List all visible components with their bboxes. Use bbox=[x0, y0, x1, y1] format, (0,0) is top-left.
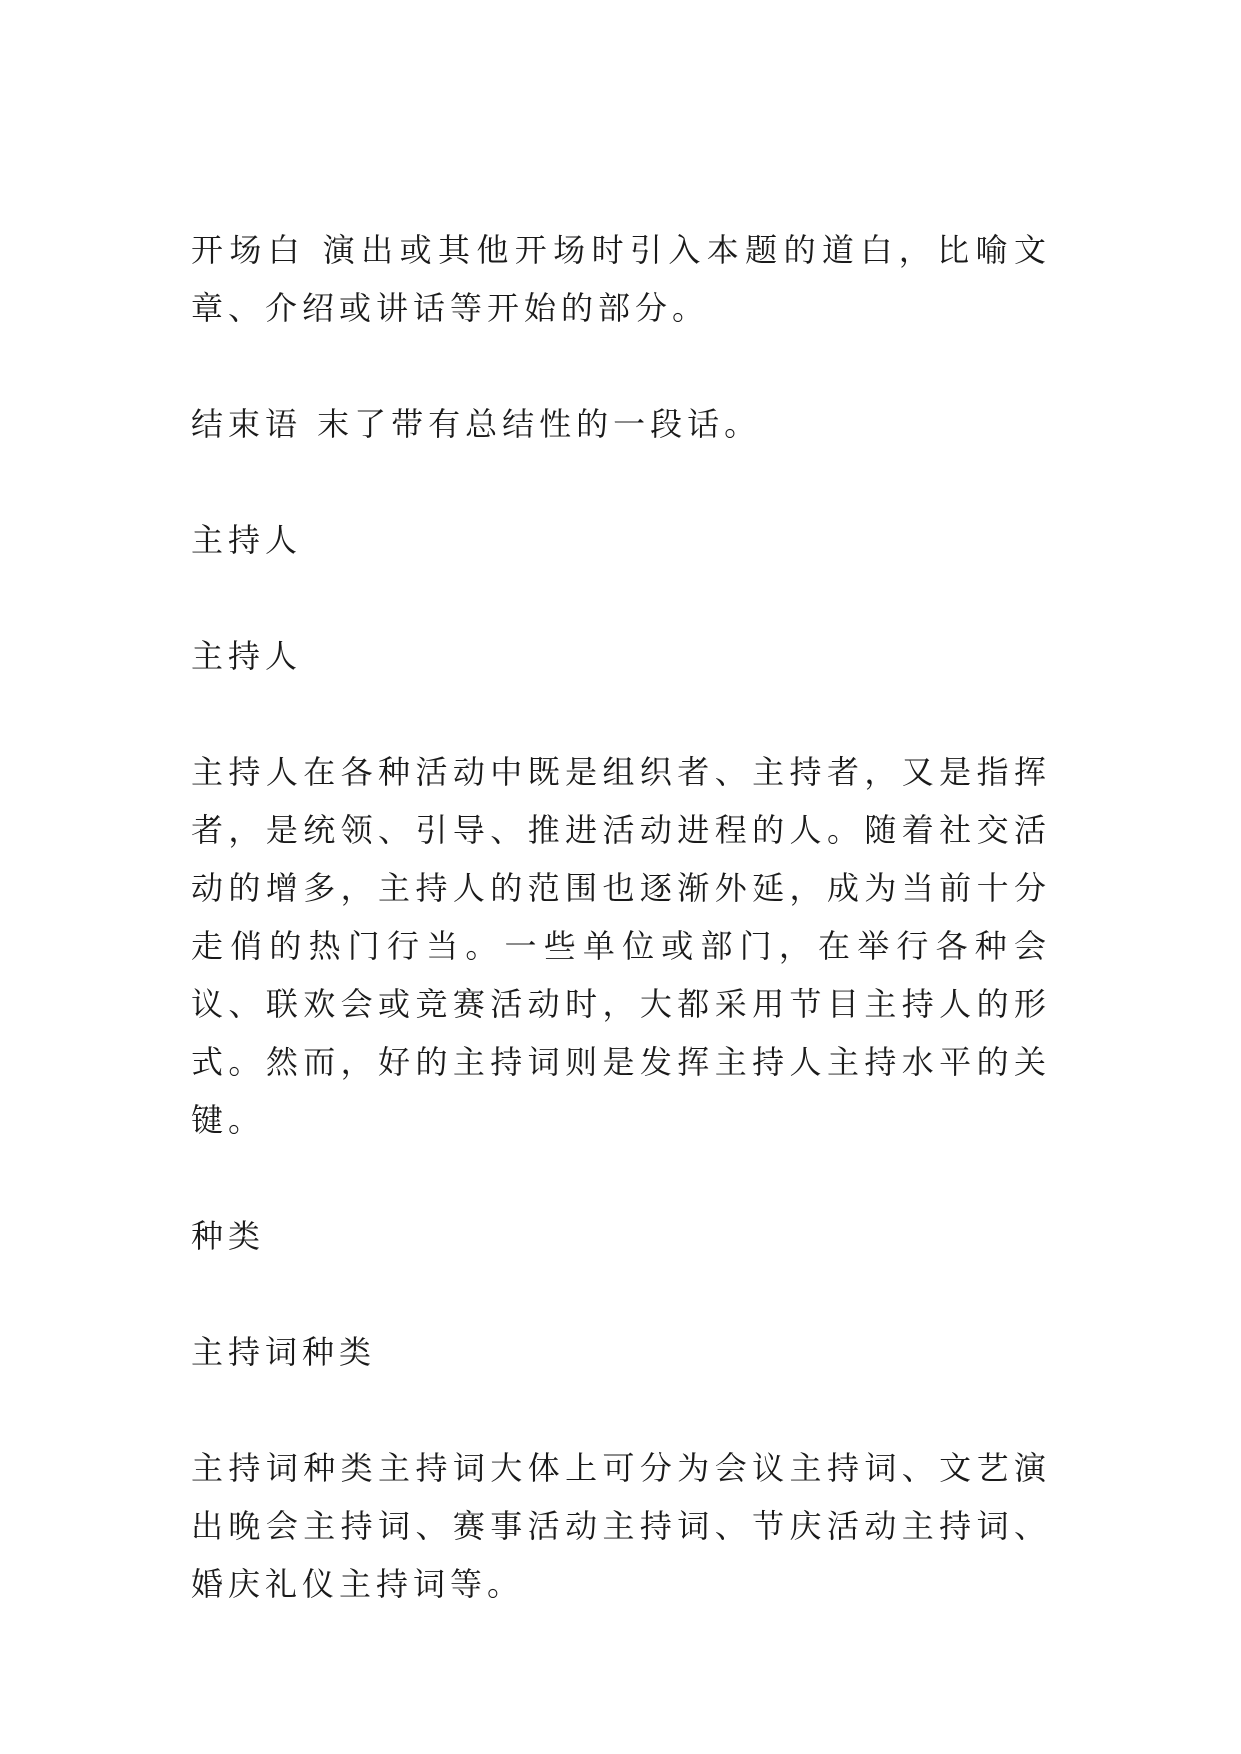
paragraph-opening-remarks: 开场白 演出或其他开场时引入本题的道白，比喻文章、介绍或讲话等开始的部分。 bbox=[191, 231, 1051, 327]
paragraph-host-heading: 主持人 bbox=[191, 521, 303, 559]
paragraph-script-types-description: 主持词种类主持词大体上可分为会议主持词、文艺演出晚会主持词、赛事活动主持词、节庆活动主持词、婚庆礼仪主持词等。 bbox=[191, 1449, 1051, 1603]
paragraph-types-heading: 种类 bbox=[191, 1217, 266, 1255]
paragraph-closing-remarks: 结束语 末了带有总结性的一段话。 bbox=[191, 405, 762, 443]
paragraph-host-subheading: 主持人 bbox=[191, 637, 303, 675]
paragraph-script-types-heading: 主持词种类 bbox=[191, 1333, 377, 1371]
document-body bbox=[191, 221, 1051, 1613]
paragraph-host-description: 主持人在各种活动中既是组织者、主持者，又是指挥者，是统领、引导、推进活动进程的人。随着社交活动的增多，主持人的范围也逐渐外延，成为当前十分走俏的热门行当。一些单位或部门，在举行各种会议、联欢会或竞赛活动时，大都采用节目主持人的形式。然而，好的主持词则是发挥主持人主持水平的关键。 bbox=[191, 753, 1051, 1139]
